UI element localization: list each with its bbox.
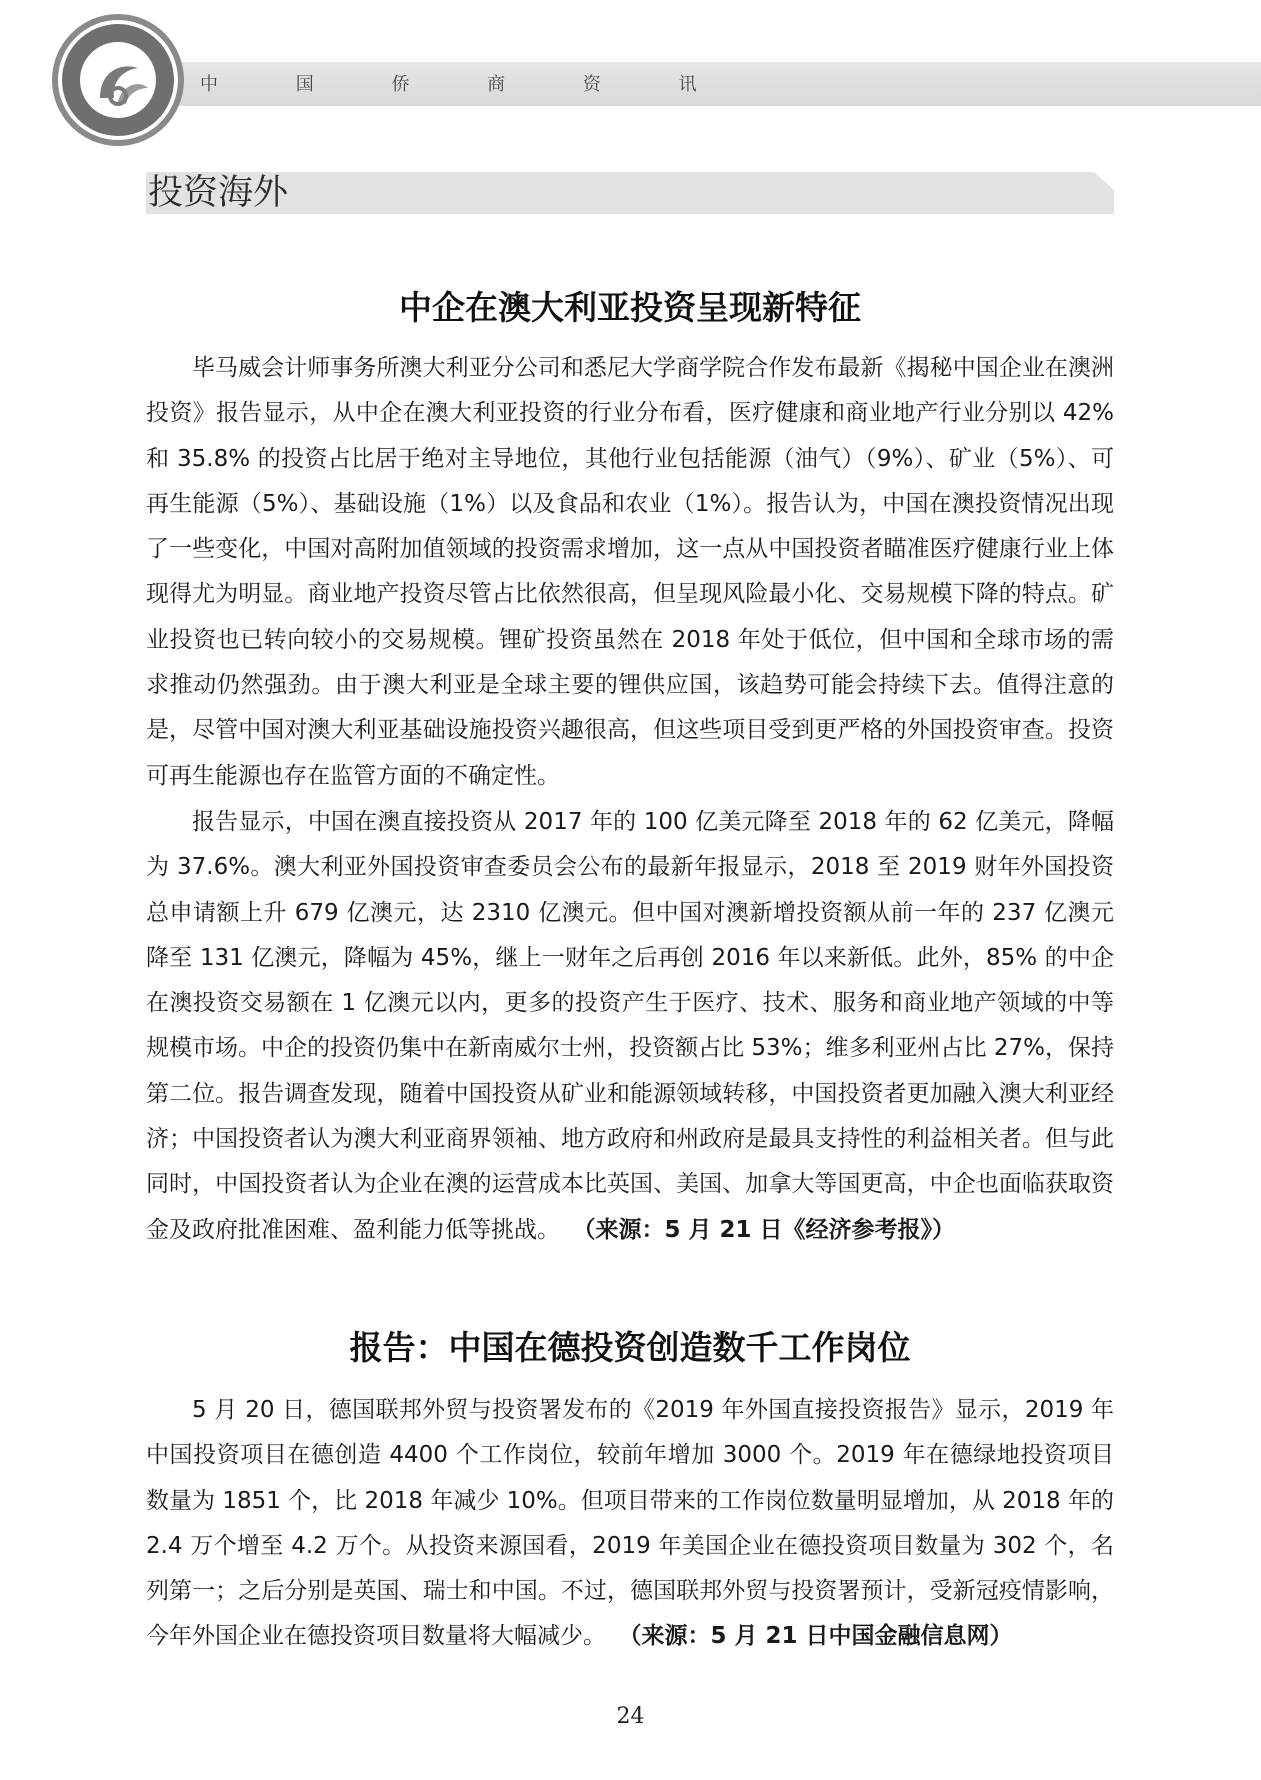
logo-emblem: [48, 10, 188, 150]
section-banner: [146, 172, 1114, 214]
article-paragraph: [146, 1388, 1114, 1660]
section-title: 投资海外: [148, 173, 289, 213]
article-title: 中企在澳大利亚投资呈现新特征: [399, 288, 861, 327]
article-title: 报告：中国在德投资创造数千工作岗位: [349, 1328, 911, 1367]
article-source: （来源：5 月 21 日中国金融信息网）: [630, 1623, 1013, 1650]
page-number: 24: [616, 1704, 645, 1729]
paragraph-text: 5 月 20 日，德国联邦外贸与投资署发布的《2019 年外国直接投资报告》显示，2019 年中国投资项目在德创造 4400 个工作岗位，较前年增加 3000 个。2019 年在德绿地投资项目数量为 1851 个，比 2018 年减少 10%。但项目带来的工作岗位数量明显增加，从 2018 年的 2.4 万个增至 4.2 万个。从投资来源国看，2019 年美国企业在德投资项目数量为 302 个，名列第一；之后分别是英国、瑞士和中国。不过，德国联邦外贸与投资署预计，受新冠疫情影响，今年外国企业在德投资项目数量将大幅减少。: [146, 1397, 1114, 1650]
article-paragraph: [146, 800, 1114, 1253]
article-source: （来源：5 月 21 日《经济参考报》）: [584, 1216, 956, 1243]
publication-name: 中 国 侨 商 资 讯: [200, 74, 733, 95]
paragraph-text: 报告显示，中国在澳直接投资从 2017 年的 100 亿美元降至 2018 年的 62 亿美元，降幅为 37.6%。澳大利亚外国投资审查委员会公布的最新年报显示，2018 至 2019 财年外国投资总申请额上升 679 亿澳元，达 2310 亿澳元。但中国对澳新增投资额从前一年的 237 亿澳元降至 131 亿澳元，降幅为 45%，继上一财年之后再创 2016 年以来新低。此外，85% 的中企在澳投资交易额在 1 亿澳元以内，更多的投资产生于医疗、技术、服务和商业地产领域的中等规模市场。中企的投资仍集中在新南威尔士州，投资额占比 53%；维多利亚州占比 27%，保持第二位。报告调查发现，随着中国投资从矿业和能源领域转移，中国投资者更加融入澳大利亚经济；中国投资者认为澳大利亚商界领袖、地方政府和州政府是最具支持性的利益相关者。但与此同时，中国投资者认为企业在澳的运营成本比英国、美国、加拿大等国更高，中企也面临获取资金及政府批准困难、盈利能力低等挑战。: [146, 809, 1114, 1243]
article-paragraph: 毕马威会计师事务所澳大利亚分公司和悉尼大学商学院合作发布最新《揭秘中国企业在澳洲投资》报告显示，从中企在澳大利亚投资的行业分布看，医疗健康和商业地产行业分别以 42% 和 35.8% 的投资占比居于绝对主导地位，其他行业包括能源（油气）（9%）、矿业（5%）、可再生能源（5%）、基础设施（1%）以及食品和农业（1%）。报告认为，中国在澳投资情况出现了一些变化，中国对高附加值领域的投资需求增加，这一点从中国投资者瞄准医疗健康行业上体现得尤为明显。商业地产投资尽管占比依然很高，但呈现风险最小化、交易规模下降的特点。矿业投资也已转向较小的交易规模。锂矿投资虽然在 2018 年处于低位，但中国和全球市场的需求推动仍然强劲。由于澳大利亚是全球主要的锂供应国，该趋势可能会持续下去。值得注意的是，尽管中国对澳大利亚基础设施投资兴趣很高，但这些项目受到更严格的外国投资审查。投资可再生能源也存在监管方面的不确定性。: [146, 355, 1114, 789]
